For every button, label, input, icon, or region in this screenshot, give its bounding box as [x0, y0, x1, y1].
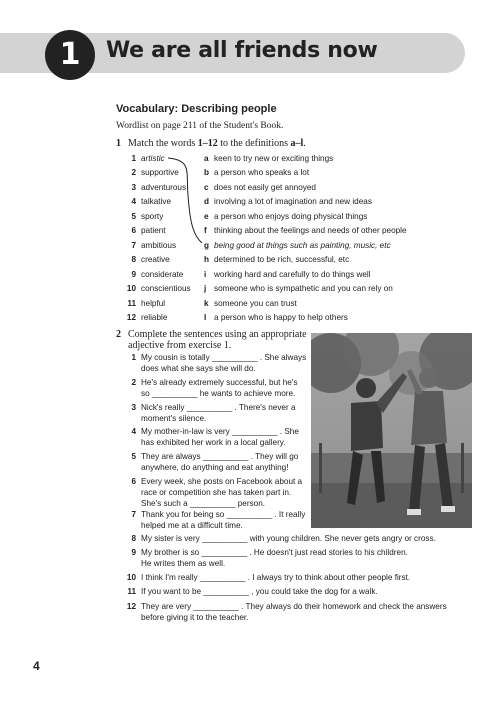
definition-letter: g: [204, 240, 210, 250]
definition-letter: h: [204, 255, 210, 265]
sentence-line: He's already extremely successful, but he's: [141, 378, 298, 387]
match-word: ambitious: [141, 240, 177, 250]
section-heading: Vocabulary: Describing people: [116, 103, 277, 115]
match-word: supportive: [141, 168, 179, 178]
sentence-line: Thank you for being so __________ . It really: [141, 510, 306, 519]
match-row-number: 8: [131, 255, 136, 265]
match-row-number: 5: [131, 211, 136, 221]
sentence-line: They are always __________ . They will go: [141, 452, 299, 461]
sentence-number: 1: [131, 353, 136, 362]
page-number: 4: [33, 659, 40, 673]
unit-number-badge: 1: [45, 30, 95, 80]
sentence-line: They are very __________ . They always do their homework and check the answers: [141, 602, 447, 611]
definition-text: a person who enjoys doing physical things: [214, 211, 368, 221]
sentence-line: moment's silence.: [141, 414, 207, 423]
definition-text: working hard and carefully to do things well: [214, 269, 371, 279]
match-row: [116, 283, 436, 295]
match-row-number: 6: [131, 226, 136, 236]
sentence-line: so __________ he wants to achieve more.: [141, 389, 296, 398]
match-row-number: 1: [131, 154, 136, 163]
sentence-line: If you want to be __________ , you could take the dog for a walk.: [141, 587, 378, 596]
match-row-number: 7: [131, 240, 136, 250]
definition-letter: f: [204, 226, 207, 236]
match-word: sporty: [141, 211, 164, 221]
definition-letter: l: [204, 312, 207, 322]
definition-text: involving a lot of imagination and new ideas: [214, 197, 372, 207]
photo-friends-high-five: [311, 333, 472, 528]
match-row: [116, 254, 436, 266]
match-word: adventurous: [141, 182, 187, 192]
definition-letter: b: [204, 168, 210, 178]
sentence-line: helped me at a difficult time.: [141, 521, 243, 530]
definition-letter: j: [204, 284, 207, 294]
match-row-number: 11: [127, 298, 136, 308]
sentence-number: 4: [131, 427, 136, 436]
match-word: considerate: [141, 269, 184, 279]
sentence-number: 12: [126, 602, 136, 611]
definition-letter: d: [204, 197, 210, 207]
match-word: helpful: [141, 298, 166, 308]
sentence-line: race or competition she has taken part in.: [141, 488, 292, 497]
exercise-2-instruction-line-1: Complete the sentences using an appropriate: [128, 329, 307, 340]
match-row: [116, 269, 436, 281]
definition-letter: i: [204, 269, 207, 279]
sentence-number: 3: [131, 403, 136, 412]
definition-text: someone who is sympathetic and you can rely on: [214, 284, 393, 294]
sentence-number: 5: [131, 452, 136, 461]
exercise-2-instruction-line-2: adjective from exercise 1.: [128, 340, 232, 351]
match-answer-line: [150, 150, 210, 250]
match-row: [116, 312, 436, 324]
sentence-line: before giving it to the teacher.: [141, 613, 249, 622]
match-word: creative: [141, 255, 170, 265]
match-word: talkative: [141, 197, 172, 207]
definition-text: determined to be rich, successful, etc: [214, 255, 350, 265]
match-word: patient: [141, 226, 166, 236]
match-row-number: 12: [126, 312, 136, 322]
sentence-number: 11: [127, 587, 136, 596]
sentence-line: He writes them as well.: [141, 559, 226, 568]
exercise-2-number: 2: [116, 329, 121, 340]
match-word: conscientious: [141, 284, 191, 294]
sentence-line: My cousin is totally __________ . She always: [141, 353, 307, 362]
match-row-number: 3: [131, 182, 136, 192]
match-row-number: 4: [131, 197, 136, 207]
definition-text: someone you can trust: [214, 298, 297, 308]
sentence-line: I think I'm really __________ . I always try to think about other people first.: [141, 573, 411, 582]
sentence-line: Nick's really __________ . There's never a: [141, 403, 296, 412]
definition-text: a person who is happy to help others: [214, 312, 348, 322]
definition-letter: k: [204, 298, 209, 308]
unit-title: We are all friends now: [106, 38, 378, 63]
exercise-1-instruction: Match the words 1–12 to the definitions a–l.: [128, 138, 306, 149]
sentence-number: 10: [126, 573, 136, 582]
sentence-line: My brother is so __________ . He doesn't just read stories to his children.: [141, 548, 408, 557]
sentence-line: She's such a __________ person.: [141, 499, 266, 508]
wordlist-reference: Wordlist on page 211 of the Student's Book.: [116, 121, 284, 131]
sentence-line: My sister is very __________ with young children. She never gets angry or cross.: [141, 534, 436, 543]
definition-letter: e: [204, 211, 209, 221]
definition-text: being good at things such as painting, music, etc: [214, 240, 391, 250]
definition-text: does not easily get annoyed: [214, 182, 316, 192]
sentence-line: does what she says she will do.: [141, 364, 256, 373]
definition-letter: c: [204, 182, 209, 192]
match-row-number: 2: [131, 168, 136, 178]
sentence-line: has exhibited her work in a local gallery.: [141, 438, 286, 447]
match-row-number: 10: [126, 284, 136, 294]
match-row: [116, 298, 436, 310]
match-row-number: 9: [131, 269, 136, 279]
sentence-line: anywhere, do anything and eat anything!: [141, 463, 289, 472]
definition-text: thinking about the feelings and needs of other people: [214, 226, 407, 236]
sentence-line: Every week, she posts on Facebook about a: [141, 477, 303, 486]
match-word: artistic: [141, 154, 165, 163]
sentence-number: 6: [131, 477, 136, 486]
sentence-number: 9: [131, 548, 136, 557]
definition-text: a person who speaks a lot: [214, 168, 310, 178]
sentence-number: 7: [131, 510, 136, 519]
definition-text: keen to try new or exciting things: [214, 154, 334, 163]
sentence-number: 2: [131, 378, 136, 387]
sentence-line: My mother-in-law is very __________ . She: [141, 427, 299, 436]
definition-letter: a: [204, 154, 209, 163]
match-word: reliable: [141, 312, 168, 322]
sentence-number: 8: [131, 534, 136, 543]
exercise-1-number: 1: [116, 138, 121, 149]
